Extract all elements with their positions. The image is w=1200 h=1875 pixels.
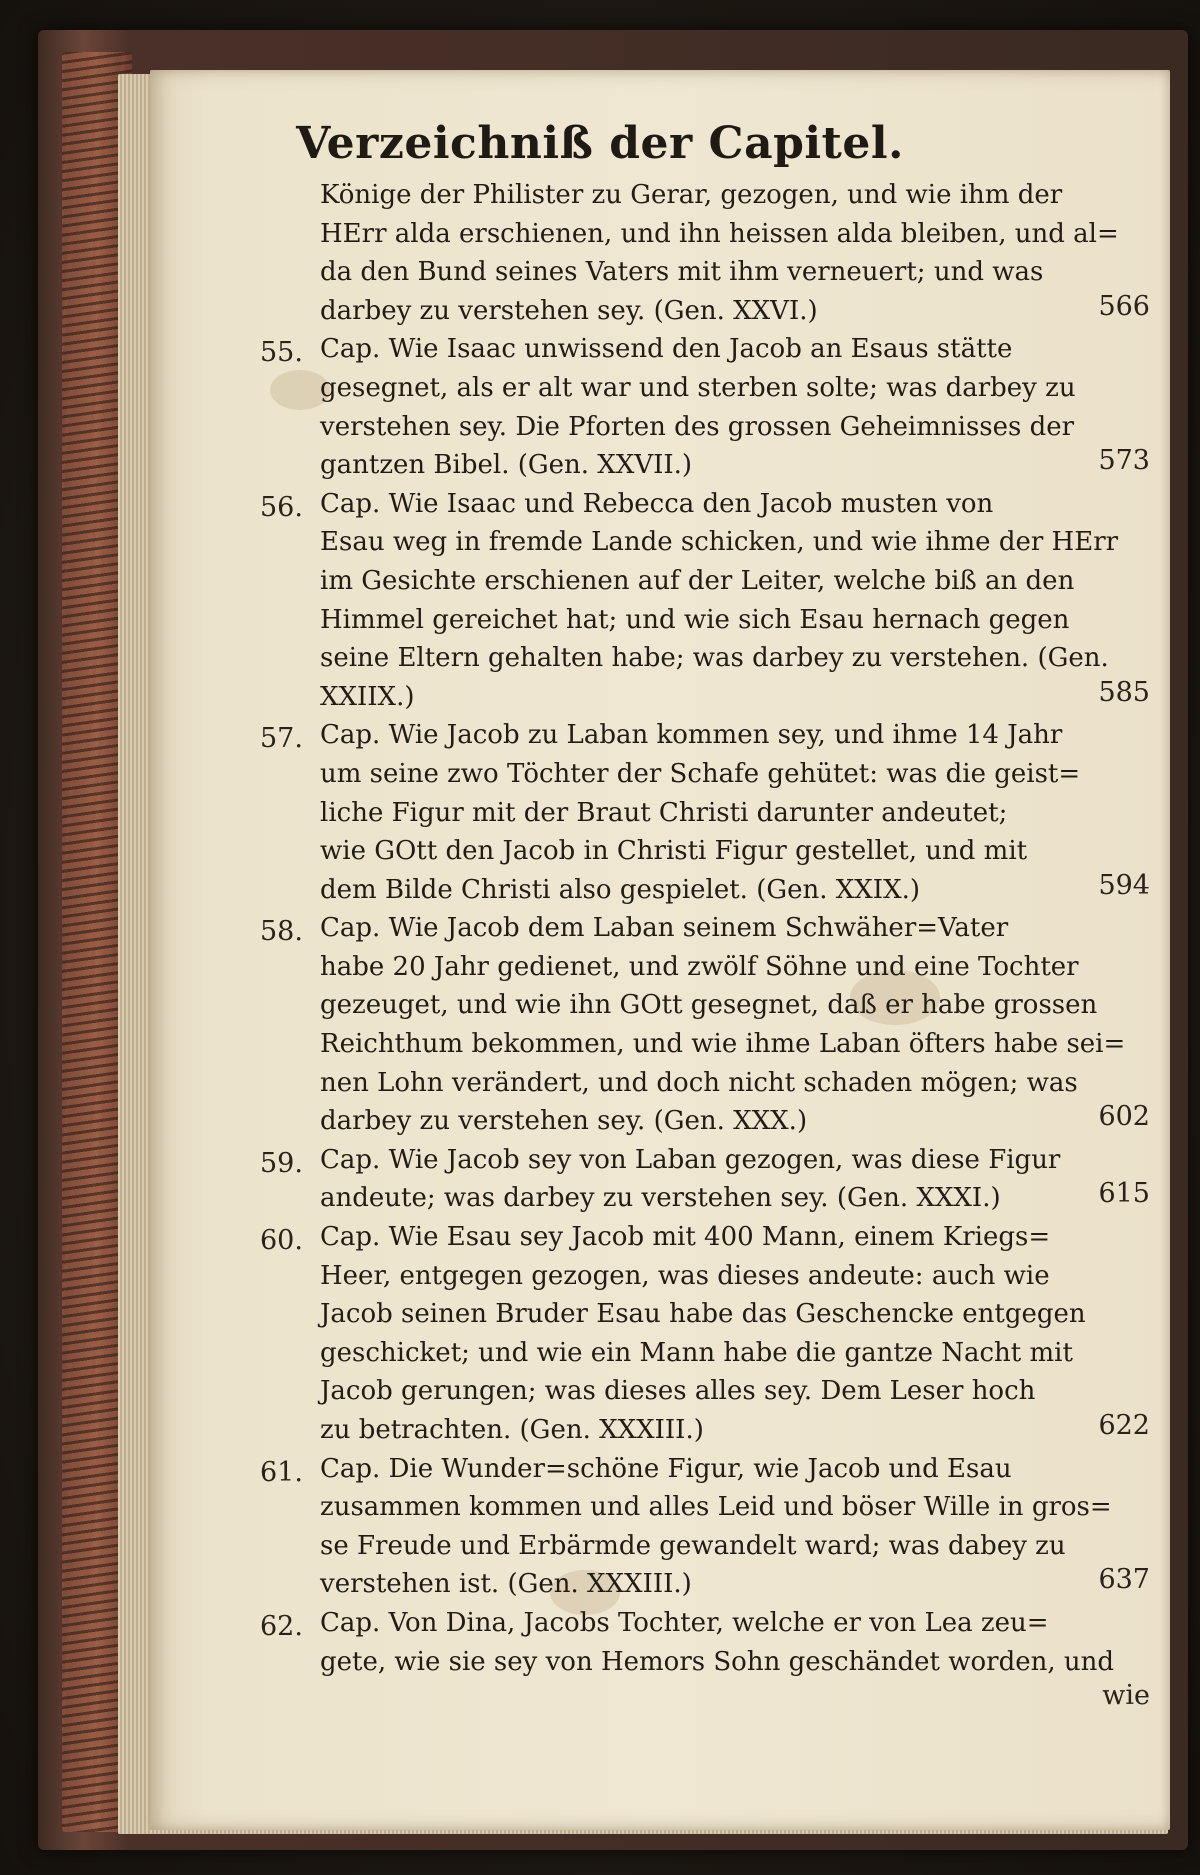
- line-text: Jacob gerungen; was dieses alles sey. Dem Leser hoch: [320, 1376, 1036, 1407]
- text-line: [320, 601, 1150, 640]
- line-text: Cap. Wie Esau sey Jacob mit 400 Mann, einem Kriegs=: [320, 1222, 1051, 1253]
- line-text: gezeuget, und wie ihn GOtt gesegnet, daß er habe grossen: [320, 990, 1098, 1021]
- text-line: [320, 1527, 1150, 1566]
- text-line: [260, 485, 1150, 524]
- chapter-number: 55.: [260, 337, 303, 369]
- line-text: Cap. Wie Jacob zu Laban kommen sey, und ihme 14 Jahr: [320, 720, 1063, 751]
- page-reference: wie: [1102, 1680, 1150, 1712]
- text-line: [320, 408, 1150, 447]
- text-line: [320, 369, 1150, 408]
- chapter-number: 61.: [260, 1456, 303, 1488]
- chapter-list: [260, 176, 1150, 1720]
- line-text: Himmel gereichet hat; und wie sich Esau hernach gegen: [320, 604, 1070, 635]
- text-line: [320, 1334, 1150, 1373]
- text-line: [320, 1102, 1150, 1141]
- line-text: darbey zu verstehen sey. (Gen. XXVI.): [320, 295, 818, 326]
- line-text: liche Figur mit der Braut Christi darunter andeutet;: [320, 797, 1008, 828]
- chapter-number: 57.: [260, 723, 303, 755]
- text-line: [320, 215, 1150, 254]
- line-text: habe 20 Jahr gedienet, und zwölf Söhne und eine Tochter: [320, 951, 1079, 982]
- page-reference: 573: [1098, 445, 1150, 477]
- line-text: nen Lohn verändert, und doch nicht schaden mögen; was: [320, 1067, 1078, 1098]
- text-line: [320, 1488, 1150, 1527]
- line-text: gete, wie sie sey von Hemors Sohn geschändet worden, und: [320, 1646, 1115, 1677]
- text-line: [320, 1411, 1150, 1450]
- page-reference: 566: [1098, 290, 1150, 322]
- line-text: Cap. Die Wunder=schöne Figur, wie Jacob und Esau: [320, 1453, 1012, 1484]
- line-text: im Gesichte erschienen auf der Leiter, welche biß an den: [320, 565, 1075, 596]
- line-text: um seine zwo Töchter der Schafe gehütet: was die geist=: [320, 758, 1081, 789]
- line-text: andeute; was darbey zu verstehen sey. (Gen. XXXI.): [320, 1183, 1001, 1214]
- line-text: XXIIX.): [320, 681, 415, 712]
- line-text: wie GOtt den Jacob in Christi Figur gestellet, und mit: [320, 836, 1028, 867]
- text-line: [320, 1064, 1150, 1103]
- line-text: Reichthum bekommen, und wie ihme Laban öfters habe sei=: [320, 1029, 1126, 1060]
- text-line: [320, 948, 1150, 987]
- page-title: Verzeichniß der Capitel.: [296, 118, 904, 169]
- line-text: Cap. Wie Jacob dem Laban seinem Schwäher=Vater: [320, 913, 1009, 944]
- text-line: [260, 1450, 1150, 1489]
- text-line: [320, 794, 1150, 833]
- chapter-number: 62.: [260, 1610, 303, 1642]
- line-text: da den Bund seines Vaters mit ihm verneuert; und was: [320, 257, 1044, 288]
- text-line: [320, 639, 1150, 678]
- chapter-number: 58.: [260, 916, 303, 948]
- line-text: darbey zu verstehen sey. (Gen. XXX.): [320, 1106, 808, 1137]
- line-text: seine Eltern gehalten habe; was darbey zu verstehen. (Gen.: [320, 643, 1109, 674]
- text-line: [320, 176, 1150, 215]
- text-line: [320, 1643, 1150, 1682]
- page-reference: 615: [1098, 1178, 1150, 1210]
- page-reference: 585: [1098, 676, 1150, 708]
- line-text: gantzen Bibel. (Gen. XXVII.): [320, 450, 693, 481]
- line-text: geschicket; und wie ein Mann habe die gantze Nacht mit: [320, 1337, 1073, 1368]
- text-line: [320, 1179, 1150, 1218]
- chapter-number: 59.: [260, 1147, 303, 1179]
- text-line: [320, 1565, 1150, 1604]
- text-line: [320, 755, 1150, 794]
- line-text: Könige der Philister zu Gerar, gezogen, und wie ihm der: [320, 180, 1063, 210]
- line-text: Jacob seinen Bruder Esau habe das Geschencke entgegen: [320, 1299, 1086, 1330]
- text-line: [260, 909, 1150, 948]
- text-line: [320, 1681, 1150, 1720]
- text-line: [320, 523, 1150, 562]
- line-text: dem Bilde Christi also gespielet. (Gen. XXIX.): [320, 874, 920, 905]
- line-text: zu betrachten. (Gen. XXXIII.): [320, 1415, 704, 1445]
- line-text: HErr alda erschienen, und ihn heissen alda bleiben, und al=: [320, 218, 1119, 249]
- line-text: Heer, entgegen gezogen, was dieses andeute: auch wie: [320, 1260, 1050, 1291]
- page-reference: 594: [1098, 869, 1150, 901]
- text-line: [320, 1295, 1150, 1334]
- line-text: Cap. Wie Isaac unwissend den Jacob an Esaus stätte: [320, 334, 1013, 365]
- line-text: Esau weg in fremde Lande schicken, und wie ihme der HErr: [320, 527, 1119, 558]
- chapter-number: 56.: [260, 491, 303, 523]
- text-line: [260, 330, 1150, 369]
- text-line: [320, 1257, 1150, 1296]
- text-line: [320, 562, 1150, 601]
- page-reference: 622: [1098, 1410, 1150, 1441]
- text-line: [320, 446, 1150, 485]
- line-text: gesegnet, als er alt war und sterben solte; was darbey zu: [320, 372, 1076, 403]
- text-line: [320, 871, 1150, 910]
- line-text: se Freude und Erbärmde gewandelt ward; was dabey zu: [320, 1530, 1066, 1561]
- text-line: [320, 678, 1150, 717]
- text-line: [260, 1141, 1150, 1180]
- text-line: [320, 292, 1150, 331]
- line-text: Cap. Wie Isaac und Rebecca den Jacob musten von: [320, 488, 994, 519]
- page-reference: 602: [1098, 1101, 1150, 1133]
- line-text: Cap. Wie Jacob sey von Laban gezogen, was diese Figur: [320, 1144, 1061, 1175]
- text-line: [320, 253, 1150, 292]
- text-line: [260, 1604, 1150, 1643]
- line-text: Cap. Von Dina, Jacobs Tochter, welche er von Lea zeu=: [320, 1607, 1049, 1638]
- page-reference: 637: [1098, 1564, 1150, 1596]
- line-text: verstehen sey. Die Pforten des grossen Geheimnisses der: [320, 411, 1075, 442]
- text-line: [260, 1218, 1150, 1257]
- text-line: [320, 832, 1150, 871]
- text-line: [320, 1372, 1150, 1411]
- text-line: [260, 716, 1150, 755]
- text-line: [320, 986, 1150, 1025]
- chapter-number: 60.: [260, 1225, 303, 1257]
- line-text: zusammen kommen und alles Leid und böser Wille in gros=: [320, 1492, 1112, 1523]
- line-text: verstehen ist. (Gen. XXXIII.): [320, 1569, 692, 1600]
- text-line: [320, 1025, 1150, 1064]
